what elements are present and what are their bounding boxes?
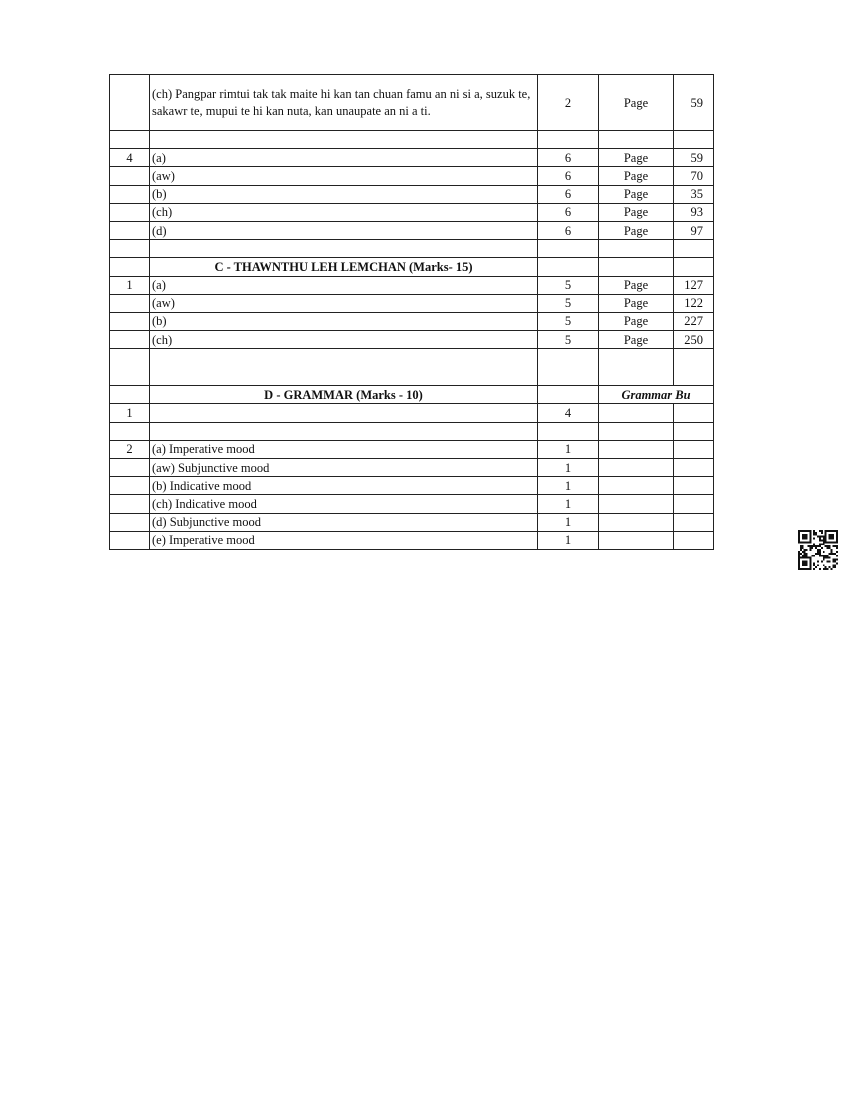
- question-number-cell: [110, 221, 150, 239]
- description-cell: (b): [150, 312, 538, 330]
- marks-cell: [538, 258, 599, 276]
- marks-cell: [538, 349, 599, 386]
- description-cell: [150, 349, 538, 386]
- page-number-cell: [674, 240, 714, 258]
- page-number-cell: 97: [674, 221, 714, 239]
- page-number-cell: 35: [674, 185, 714, 203]
- marks-cell: [538, 386, 599, 404]
- question-number-cell: [110, 258, 150, 276]
- description-cell: (a): [150, 149, 538, 167]
- table-row: [110, 459, 714, 477]
- page-label-cell: Page: [599, 221, 674, 239]
- question-number-cell: [110, 167, 150, 185]
- page-label-cell: [599, 422, 674, 440]
- marks-cell: 6: [538, 203, 599, 221]
- page-label-cell: Page: [599, 75, 674, 131]
- page-label-cell: [599, 240, 674, 258]
- page-number-cell: 59: [674, 149, 714, 167]
- page-number-cell: [674, 440, 714, 458]
- page-label-cell: [599, 131, 674, 149]
- marks-cell: 6: [538, 149, 599, 167]
- page-number-cell: [674, 459, 714, 477]
- page-label-cell: [599, 459, 674, 477]
- question-number-cell: [110, 495, 150, 513]
- question-number-cell: [110, 513, 150, 531]
- page-label-cell: [599, 349, 674, 386]
- description-cell: (e) Imperative mood: [150, 531, 538, 549]
- page-label-cell: [599, 440, 674, 458]
- description-cell: [150, 131, 538, 149]
- question-number-cell: [110, 422, 150, 440]
- description-cell: (a) Imperative mood: [150, 440, 538, 458]
- marks-cell: 6: [538, 167, 599, 185]
- marks-cell: 1: [538, 513, 599, 531]
- page-number-cell: 93: [674, 203, 714, 221]
- table-row: [110, 167, 714, 185]
- question-number-cell: [110, 459, 150, 477]
- marks-cell: 1: [538, 531, 599, 549]
- page-number-cell: [674, 477, 714, 495]
- table-row: [110, 349, 714, 386]
- question-number-cell: [110, 312, 150, 330]
- page-number-cell: 227: [674, 312, 714, 330]
- page-number-cell: 250: [674, 331, 714, 349]
- description-cell: [150, 240, 538, 258]
- question-number-cell: [110, 294, 150, 312]
- question-number-cell: [110, 203, 150, 221]
- section-heading: D - GRAMMAR (Marks - 10): [150, 386, 538, 404]
- page-label-cell: Page: [599, 203, 674, 221]
- page-number-cell: 122: [674, 294, 714, 312]
- marks-cell: 6: [538, 221, 599, 239]
- question-number-cell: [110, 131, 150, 149]
- page-number-cell: 70: [674, 167, 714, 185]
- description-cell: (aw): [150, 167, 538, 185]
- table-row: [110, 404, 714, 422]
- page-label-cell: [599, 495, 674, 513]
- description-cell: (b) Indicative mood: [150, 477, 538, 495]
- marks-cell: 5: [538, 276, 599, 294]
- table-row: [110, 203, 714, 221]
- table-row: [110, 477, 714, 495]
- question-number-cell: 1: [110, 276, 150, 294]
- page-number-cell: 127: [674, 276, 714, 294]
- marks-cell: [538, 240, 599, 258]
- table-row: [110, 422, 714, 440]
- page-label-cell: Page: [599, 149, 674, 167]
- question-number-cell: [110, 240, 150, 258]
- page-label-cell: [599, 477, 674, 495]
- marks-cell: 1: [538, 459, 599, 477]
- marks-cell: 2: [538, 75, 599, 131]
- description-cell: [150, 422, 538, 440]
- description-cell: (d): [150, 221, 538, 239]
- page-label-cell: Page: [599, 294, 674, 312]
- description-cell: (aw): [150, 294, 538, 312]
- table-row: [110, 386, 714, 404]
- description-cell: (b): [150, 185, 538, 203]
- description-cell: (ch): [150, 203, 538, 221]
- reference-book-cell: Grammar Bu: [599, 386, 714, 404]
- table-row: [110, 149, 714, 167]
- page-label-cell: Page: [599, 312, 674, 330]
- answer-key-table: [109, 74, 714, 550]
- question-number-cell: [110, 331, 150, 349]
- page-label-cell: [599, 531, 674, 549]
- table-row: [110, 531, 714, 549]
- qr-code-icon: [798, 530, 838, 570]
- section-heading: C - THAWNTHU LEH LEMCHAN (Marks- 15): [150, 258, 538, 276]
- question-number-cell: [110, 386, 150, 404]
- question-number-cell: [110, 185, 150, 203]
- page-label-cell: [599, 258, 674, 276]
- marks-cell: 4: [538, 404, 599, 422]
- page-label-cell: Page: [599, 185, 674, 203]
- page-number-cell: [674, 404, 714, 422]
- question-number-cell: [110, 477, 150, 495]
- page-label-cell: Page: [599, 167, 674, 185]
- marks-cell: 1: [538, 495, 599, 513]
- description-cell: (ch) Indicative mood: [150, 495, 538, 513]
- page-number-cell: 59: [674, 75, 714, 131]
- table-row: [110, 294, 714, 312]
- table-row: [110, 240, 714, 258]
- table-row: [110, 276, 714, 294]
- page-number-cell: [674, 258, 714, 276]
- question-number-cell: [110, 75, 150, 131]
- table-row: [110, 185, 714, 203]
- table-row: [110, 331, 714, 349]
- description-cell: (d) Subjunctive mood: [150, 513, 538, 531]
- table-row: [110, 513, 714, 531]
- page-number-cell: [674, 513, 714, 531]
- question-number-cell: [110, 349, 150, 386]
- marks-cell: 1: [538, 477, 599, 495]
- description-cell: [150, 404, 538, 422]
- question-number-cell: 1: [110, 404, 150, 422]
- description-cell: (ch) Pangpar rimtui tak tak maite hi kan tan chuan famu an ni si a, suzuk te, sakawr te, mupui te hi kan nuta, kan unaupate an ni a ti.: [150, 75, 538, 131]
- marks-cell: 6: [538, 185, 599, 203]
- description-cell: (ch): [150, 331, 538, 349]
- table-row: [110, 75, 714, 131]
- page-number-cell: [674, 131, 714, 149]
- page-label-cell: [599, 513, 674, 531]
- table-row: [110, 258, 714, 276]
- page-number-cell: [674, 531, 714, 549]
- marks-cell: 5: [538, 331, 599, 349]
- table-row: [110, 495, 714, 513]
- description-cell: (a): [150, 276, 538, 294]
- marks-cell: 5: [538, 294, 599, 312]
- page-number-cell: [674, 422, 714, 440]
- marks-cell: [538, 131, 599, 149]
- table-row: [110, 312, 714, 330]
- question-number-cell: 2: [110, 440, 150, 458]
- page-number-cell: [674, 349, 714, 386]
- question-number-cell: 4: [110, 149, 150, 167]
- description-cell: (aw) Subjunctive mood: [150, 459, 538, 477]
- table-row: [110, 221, 714, 239]
- marks-cell: [538, 422, 599, 440]
- marks-cell: 5: [538, 312, 599, 330]
- page-label-cell: Page: [599, 331, 674, 349]
- marks-cell: 1: [538, 440, 599, 458]
- table-row: [110, 131, 714, 149]
- page-label-cell: [599, 404, 674, 422]
- table-row: [110, 440, 714, 458]
- page-label-cell: Page: [599, 276, 674, 294]
- page-number-cell: [674, 495, 714, 513]
- question-number-cell: [110, 531, 150, 549]
